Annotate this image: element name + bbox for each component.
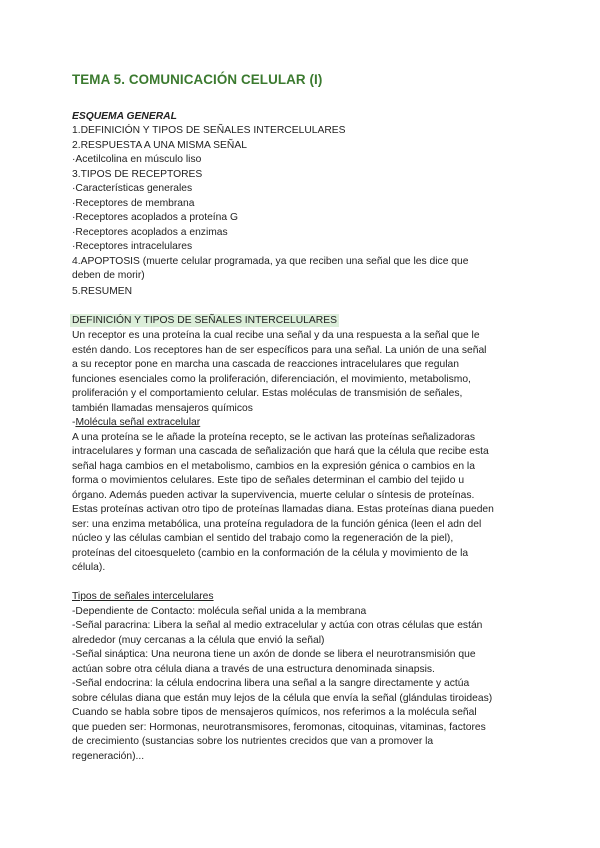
outline-item: ·Receptores acoplados a enzimas xyxy=(72,227,228,238)
paragraph-line: -Dependiente de Contacto: molécula señal unida a la membrana xyxy=(72,606,367,617)
section-heading-text: DEFINICIÓN Y TIPOS DE SEÑALES INTERCELULARES xyxy=(72,315,337,326)
paragraph-line: forma o movimientos celulares. Este tipo de señales determinan el cambio del tejido u xyxy=(72,475,465,486)
paragraph-line: funciones esenciales como la proliferación, diferenciación, el movimiento, metabolismo, xyxy=(72,374,471,385)
outline-item: ·Receptores intracelulares xyxy=(72,241,193,252)
paragraph-line: órgano. Además pueden activar la supervivencia, muerte celular o síntesis de proteínas. xyxy=(72,490,475,501)
paragraph-line: célula). xyxy=(72,562,106,573)
paragraph-line: -Señal endocrina: la célula endocrina libera una señal a la sangre directamente y actúa xyxy=(72,678,470,689)
outline-heading: ESQUEMA GENERAL xyxy=(72,111,177,122)
paragraph-line: ser: una enzima metabólica, una proteína reguladora de la función génica (leen el adn del xyxy=(72,519,482,530)
paragraph-line: también llamadas mensajeros químicos xyxy=(72,403,253,414)
paragraph-line: proliferación y el comportamiento celular. Estas moléculas de transmisión de señales, xyxy=(72,388,463,399)
outline-item: 2.RESPUESTA A UNA MISMA SEÑAL xyxy=(72,140,247,151)
section-heading xyxy=(72,314,339,328)
paragraph-line: -Señal paracrina: Libera la señal al medio extracelular y actúa con otras células que están xyxy=(72,620,483,631)
section-subheading: Tipos de señales intercelulares xyxy=(72,591,214,602)
outline-item: 1.DEFINICIÓN Y TIPOS DE SEÑALES INTERCELULARES xyxy=(72,125,346,136)
subheading-text: Molécula señal extracelular xyxy=(75,417,201,428)
outline-item: ·Características generales xyxy=(72,183,193,194)
paragraph-line: intracelulares y forman una cascada de señalización que hará que la célula que recibe esta xyxy=(72,446,489,457)
outline-item: 4.APOPTOSIS (muerte celular programada, ya que reciben una señal que les dice que xyxy=(72,256,469,267)
paragraph-line: de crecimiento (sustancias sobre los nutrientes crecidos que van a promover la xyxy=(72,736,434,747)
paragraph-line: señal haga cambios en el metabolismo, cambios en la expresión génica o cambios en la xyxy=(72,461,475,472)
document-title: TEMA 5. COMUNICACIÓN CELULAR (I) xyxy=(72,72,323,87)
outline-item: ·Acetilcolina en músculo liso xyxy=(72,154,202,165)
outline-item: deben de morir) xyxy=(72,270,145,281)
paragraph-line: Un receptor es una proteína la cual recibe una señal y da una respuesta a la señal que le xyxy=(72,330,480,341)
outline-item: 5.RESUMEN xyxy=(72,286,133,297)
outline-item: 3.TIPOS DE RECEPTORES xyxy=(72,169,203,180)
paragraph-line: núcleo y las células cambian el sentido del trabajo como la regeneración de la piel), xyxy=(72,533,454,544)
outline-item: ·Receptores de membrana xyxy=(72,198,195,209)
subheading-prefix: - xyxy=(72,417,76,428)
paragraph-line: sobre células diana que están muy lejos de la célula que envía la señal (glándulas tiroideas) xyxy=(72,693,493,704)
paragraph-line: a su receptor pone en marcha una cascada de reacciones intracelulares que regulan xyxy=(72,359,459,370)
paragraph-line: que pueden ser: Hormonas, neurotransmisores, feromonas, citoquinas, vitaminas, factores xyxy=(72,722,486,733)
paragraph-line: A una proteína se le añade la proteína recepto, se le activan las proteínas señalizadoras xyxy=(72,432,475,443)
outline-item: ·Receptores acoplados a proteína G xyxy=(72,212,238,223)
subheading-line xyxy=(72,416,200,430)
paragraph-line: -Señal sináptica: Una neurona tiene un axón de donde se libera el neurotransmisión que xyxy=(72,649,476,660)
paragraph-line: estén dando. Los receptores han de ser específicos para una señal. La unión de una señal xyxy=(72,345,487,356)
paragraph-line: regeneración)... xyxy=(72,751,145,762)
paragraph-line: actúan sobre otra célula diana a través de una estructura denominada sinapsis. xyxy=(72,664,435,675)
paragraph-line: Estas proteínas activan otro tipo de proteínas llamadas diana. Estas proteínas diana pueden xyxy=(72,504,494,515)
paragraph-line: alrededor (muy cercanas a la célula que envió la señal) xyxy=(72,635,325,646)
paragraph-line: proteínas del citoesqueleto (cambio en la conformación de la célula y movimiento de la xyxy=(72,548,469,559)
paragraph-line: Cuando se habla sobre tipos de mensajeros químicos, nos referimos a la molécula señal xyxy=(72,707,477,718)
